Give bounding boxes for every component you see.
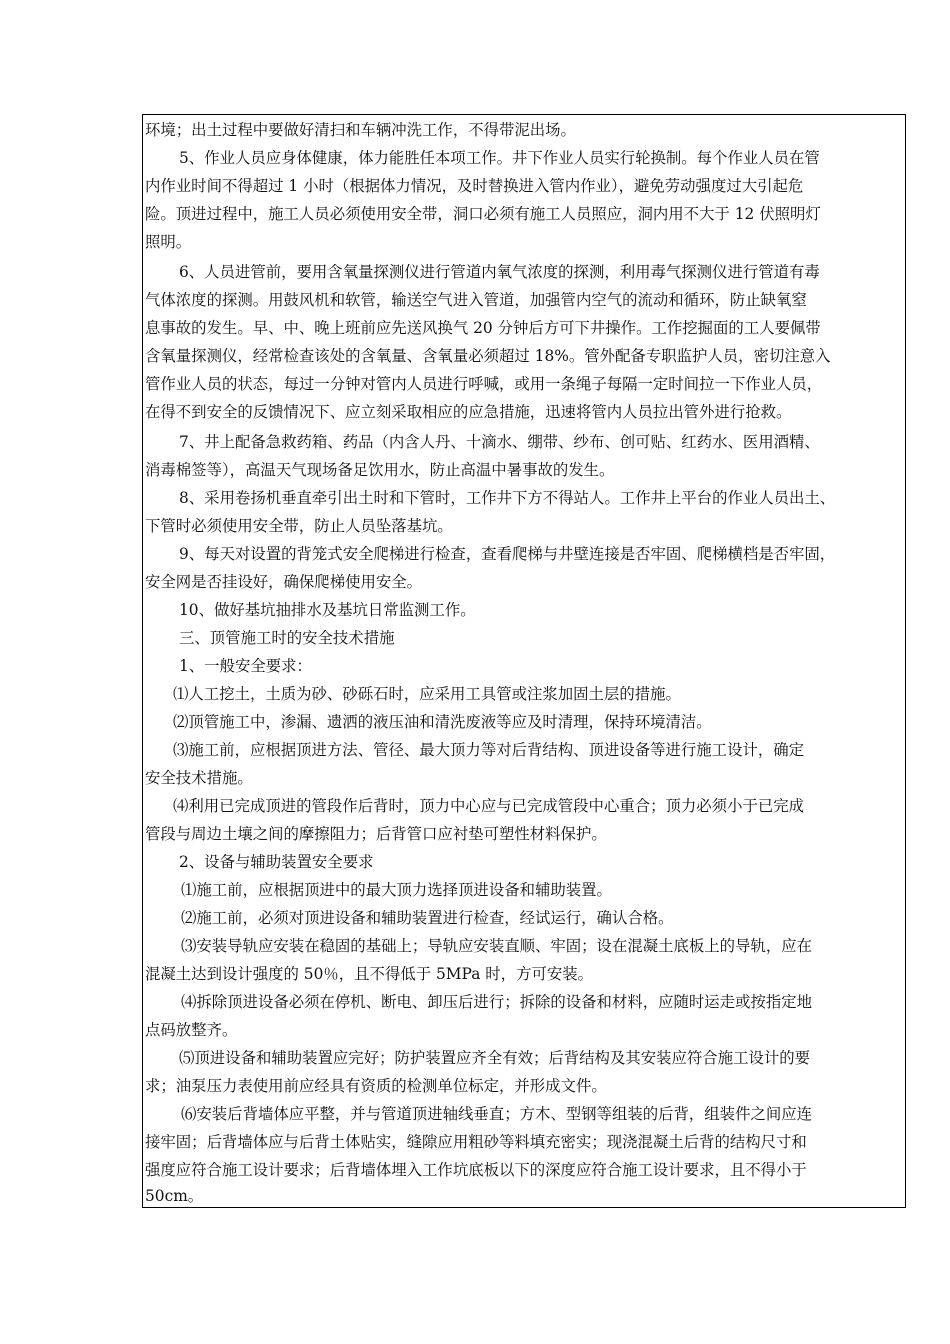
text-line: 在得不到安全的反馈情况下、应立刻采取相应的应急措施，迅速将管内人员拉出管外进行抢救。 xyxy=(145,403,792,421)
text-line: 点码放整齐。 xyxy=(145,1021,238,1039)
text-line: 50cm。 xyxy=(145,1187,204,1205)
text-line: ⑵施工前，必须对顶进设备和辅助装置进行检查，经试运行，确认合格。 xyxy=(181,909,674,927)
subsection-heading: 1、一般安全要求： xyxy=(179,657,312,675)
subsection-heading: 2、设备与辅助装置安全要求 xyxy=(179,853,374,871)
text-line: ⑹安装后背墙体应平整，并与管道顶进轴线垂直；方木、型钢等组装的后背，组装件之间应连 xyxy=(181,1105,813,1123)
text-line: ⑶施工前，应根据顶进方法、管径、最大顶力等对后背结构、顶进设备等进行施工设计，确定 xyxy=(173,741,805,759)
text-line: ⑸顶进设备和辅助装置应完好；防护装置应齐全有效；后背结构及其安装应符合施工设计的要 xyxy=(179,1049,811,1067)
text-line: 强度应符合施工设计要求；后背墙体埋入工作坑底板以下的深度应符合施工设计要求，且不得小于 xyxy=(145,1161,807,1179)
text-line: 求；油泵压力表使用前应经具有资质的检测单位标定，并形成文件。 xyxy=(145,1077,607,1095)
text-line: 安全网是否挂设好，确保爬梯使用安全。 xyxy=(145,573,423,591)
text-line: 险。顶进过程中，施工人员必须使用安全带，洞口必须有施工人员照应，洞内用不大于 12 伏照明灯 xyxy=(145,205,821,223)
text-line: 含氧量探测仪，经常检查该处的含氧量、含氧量必须超过 18%。管外配备专职监护人员，密切注意入 xyxy=(145,347,831,365)
section-heading: 三、顶管施工时的安全技术措施 xyxy=(179,629,395,647)
text-line: 安全技术措施。 xyxy=(145,769,253,787)
text-line: 6、人员进管前，要用含氧量探测仪进行管道内氧气浓度的探测，利用毒气探测仪进行管道有毒 xyxy=(179,263,820,281)
text-line: 气体浓度的探测。用鼓风机和软管，输送空气进入管道，加强管内空气的流动和循环，防止缺氧窒 xyxy=(145,291,807,309)
text-line: 10、做好基坑抽排水及基坑日常监测工作。 xyxy=(179,601,476,619)
text-line: ⑶安装导轨应安装在稳固的基础上；导轨应安装直顺、牢固；设在混凝土底板上的导轨，应在 xyxy=(181,937,813,955)
text-line: 9、每天对设置的背笼式安全爬梯进行检查，查看爬梯与井壁连接是否牢固、爬梯横档是否牢固， xyxy=(179,545,836,563)
text-line: 管段与周边土壤之间的摩擦阻力；后背管口应衬垫可塑性材料保护。 xyxy=(145,825,607,843)
text-line: 7、井上配备急救药箱、药品（内含人丹、十滴水、绷带、纱布、创可贴、红药水、医用酒精、 xyxy=(179,433,820,451)
text-line: ⑴施工前，应根据顶进中的最大顶力选择顶进设备和辅助装置。 xyxy=(181,881,612,899)
text-line: 消毒棉签等），高温天气现场备足饮用水，防止高温中暑事故的发生。 xyxy=(145,461,615,479)
text-line: 管作业人员的状态，每过一分钟对管内人员进行呼喊，或用一条绳子每隔一定时间拉一下作业人员， xyxy=(145,375,823,393)
text-line: ⑵顶管施工中，渗漏、遗洒的液压油和清洗废液等应及时清理，保持环境清洁。 xyxy=(173,713,712,731)
text-line: 混凝土达到设计强度的 50％，且不得低于 5MPa 时，方可安装。 xyxy=(145,965,594,983)
text-line: 内作业时间不得超过 1 小时（根据体力情况，及时替换进入管内作业），避免劳动强度过大引起危 xyxy=(145,177,804,195)
text-line: ⑷拆除顶进设备必须在停机、断电、卸压后进行；拆除的设备和材料，应随时运走或按指定地 xyxy=(181,993,813,1011)
text-line: 接牢固；后背墙体应与后背土体贴实，缝隙应用粗砂等料填充密实；现浇混凝土后背的结构尺寸和 xyxy=(145,1133,807,1151)
text-line: ⑷利用已完成顶进的管段作后背时，顶力中心应与已完成管段中心重合；顶力必须小于已完成 xyxy=(173,797,805,815)
text-line: 5、作业人员应身体健康，体力能胜任本项工作。井下作业人员实行轮换制。每个作业人员在管 xyxy=(179,149,820,167)
document-frame xyxy=(142,114,906,1208)
text-line: 8、采用卷扬机垂直牵引出土时和下管时，工作井下方不得站人。工作井上平台的作业人员出土、 xyxy=(179,489,836,507)
text-line: ⑴人工挖土，土质为砂、砂砾石时，应采用工具管或注浆加固土层的措施。 xyxy=(173,685,681,703)
text-line: 下管时必须使用安全带，防止人员坠落基坑。 xyxy=(145,517,453,535)
text-line: 照明。 xyxy=(145,233,192,251)
text-line: 息事故的发生。早、中、晚上班前应先送风换气 20 分钟后方可下井操作。工作挖掘面的工人要佩带 xyxy=(145,319,821,337)
text-line: 环境；出土过程中要做好清扫和车辆冲洗工作，不得带泥出场。 xyxy=(145,121,576,139)
